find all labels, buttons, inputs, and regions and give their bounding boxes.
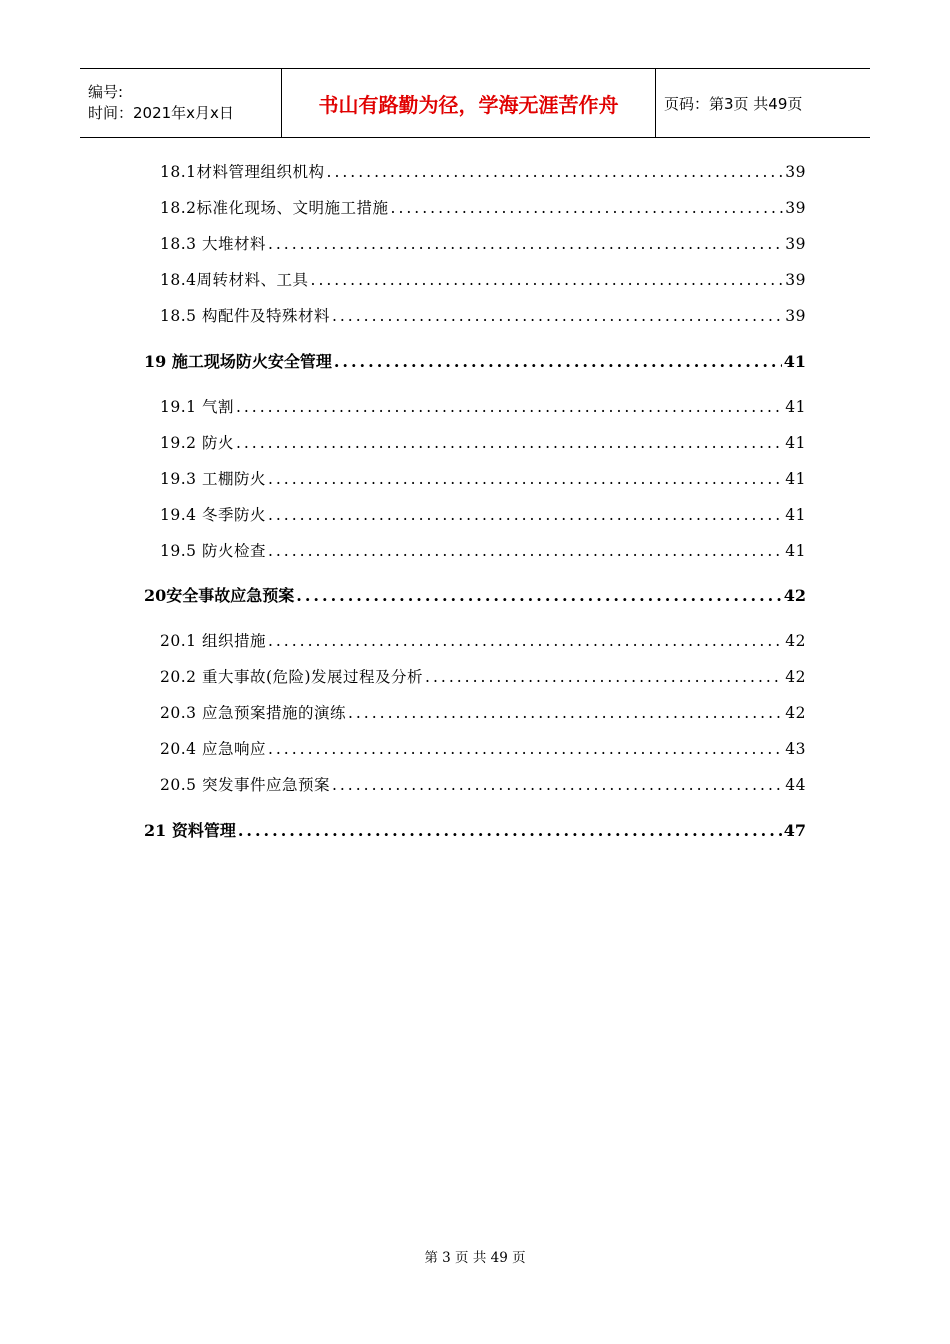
toc-dot-leader [332, 776, 783, 794]
toc-dot-leader [334, 352, 782, 371]
toc-section-entry[interactable] [160, 160, 806, 182]
toc-section-entry[interactable] [160, 268, 806, 290]
toc-entry-title: 19.4 冬季防火 [160, 506, 266, 524]
toc-dot-leader [311, 271, 784, 289]
toc-entry-page-number: 39 [785, 163, 806, 181]
toc-dot-leader [296, 586, 781, 605]
toc-entry-page-number: 39 [785, 271, 806, 289]
toc-entry-page-number: 44 [785, 776, 806, 794]
toc-entry-title: 20.1 组织措施 [160, 632, 266, 650]
toc-dot-leader [268, 740, 783, 758]
toc-entry-title: 19.1 气割 [160, 398, 234, 416]
toc-section-entry[interactable] [160, 232, 806, 254]
toc-section-entry[interactable] [160, 467, 806, 489]
toc-entry-title: 20.4 应急响应 [160, 740, 266, 758]
header-meta [80, 69, 282, 137]
toc-entry-page-number: 47 [783, 821, 806, 840]
toc-entry-page-number: 41 [785, 470, 806, 488]
toc-dot-leader [391, 199, 784, 217]
toc-entry-title: 20安全事故应急预案 [144, 586, 295, 605]
toc-entry-title: 20.5 突发事件应急预案 [160, 776, 330, 794]
toc-dot-leader [268, 235, 783, 253]
toc-dot-leader [268, 542, 783, 560]
toc-entry-page-number: 41 [785, 506, 806, 524]
toc-chapter-entry[interactable] [144, 818, 806, 840]
page-footer: 第 3 页 共 49 页 [424, 1250, 526, 1266]
toc-dot-leader [236, 434, 783, 452]
toc-entry-page-number: 41 [785, 434, 806, 452]
toc-section-entry[interactable] [160, 701, 806, 723]
toc-section-entry[interactable] [160, 395, 806, 417]
toc-entry-title: 20.2 重大事故(危险)发展过程及分析 [160, 668, 424, 686]
toc-chapter-entry[interactable] [144, 349, 806, 371]
toc-section-entry[interactable] [160, 503, 806, 525]
toc-section-entry[interactable] [160, 665, 806, 687]
toc-entry-page-number: 42 [785, 668, 806, 686]
toc-entry-title: 19.3 工棚防火 [160, 470, 266, 488]
toc-dot-leader [268, 470, 783, 488]
toc-section-entry[interactable] [160, 773, 806, 795]
toc-dot-leader [348, 704, 783, 722]
toc-entry-title: 19.5 防火检查 [160, 542, 266, 560]
toc-entry-title: 18.5 构配件及特殊材料 [160, 307, 330, 325]
toc-dot-leader [332, 307, 783, 325]
header-page-info: 页码：第3页 共49页 [664, 94, 803, 113]
toc-entry-title: 18.1材料管理组织机构 [160, 163, 325, 181]
toc-dot-leader [238, 821, 782, 840]
toc-dot-leader [268, 506, 783, 524]
toc-dot-leader [268, 632, 783, 650]
toc-dot-leader [236, 398, 783, 416]
toc-section-entry[interactable] [160, 304, 806, 326]
toc-section-entry[interactable] [160, 539, 806, 561]
toc-entry-title: 18.3 大堆材料 [160, 235, 266, 253]
toc-entry-page-number: 42 [785, 704, 806, 722]
toc-section-entry[interactable] [160, 629, 806, 651]
toc-entry-title: 20.3 应急预案措施的演练 [160, 704, 346, 722]
toc-entry-title: 21 资料管理 [144, 821, 236, 840]
toc-section-entry[interactable] [160, 431, 806, 453]
toc-chapter-entry[interactable] [144, 583, 806, 605]
toc-section-entry[interactable] [160, 737, 806, 759]
toc-entry-page-number: 41 [785, 542, 806, 560]
document-date: 时间：2021年x月x日 [88, 104, 234, 122]
toc-entry-page-number: 42 [785, 632, 806, 650]
toc-entry-page-number: 41 [785, 398, 806, 416]
toc-entry-page-number: 42 [783, 586, 806, 605]
page-header [80, 68, 870, 138]
header-motto: 书山有路勤为径，学海无涯苦作舟 [282, 69, 656, 137]
toc-entry-page-number: 43 [785, 740, 806, 758]
document-number-label: 编号: [88, 83, 124, 101]
toc-dot-leader [327, 163, 784, 181]
toc-entry-title: 18.4周转材料、工具 [160, 271, 309, 289]
toc-entry-title: 19 施工现场防火安全管理 [144, 352, 332, 371]
toc-entry-page-number: 41 [783, 352, 806, 371]
toc-entry-title: 19.2 防火 [160, 434, 234, 452]
toc-section-entry[interactable] [160, 196, 806, 218]
toc-entry-page-number: 39 [785, 307, 806, 325]
toc-entry-page-number: 39 [785, 199, 806, 217]
toc-dot-leader [425, 668, 783, 686]
toc-entry-page-number: 39 [785, 235, 806, 253]
toc-entry-title: 18.2标准化现场、文明施工措施 [160, 199, 389, 217]
